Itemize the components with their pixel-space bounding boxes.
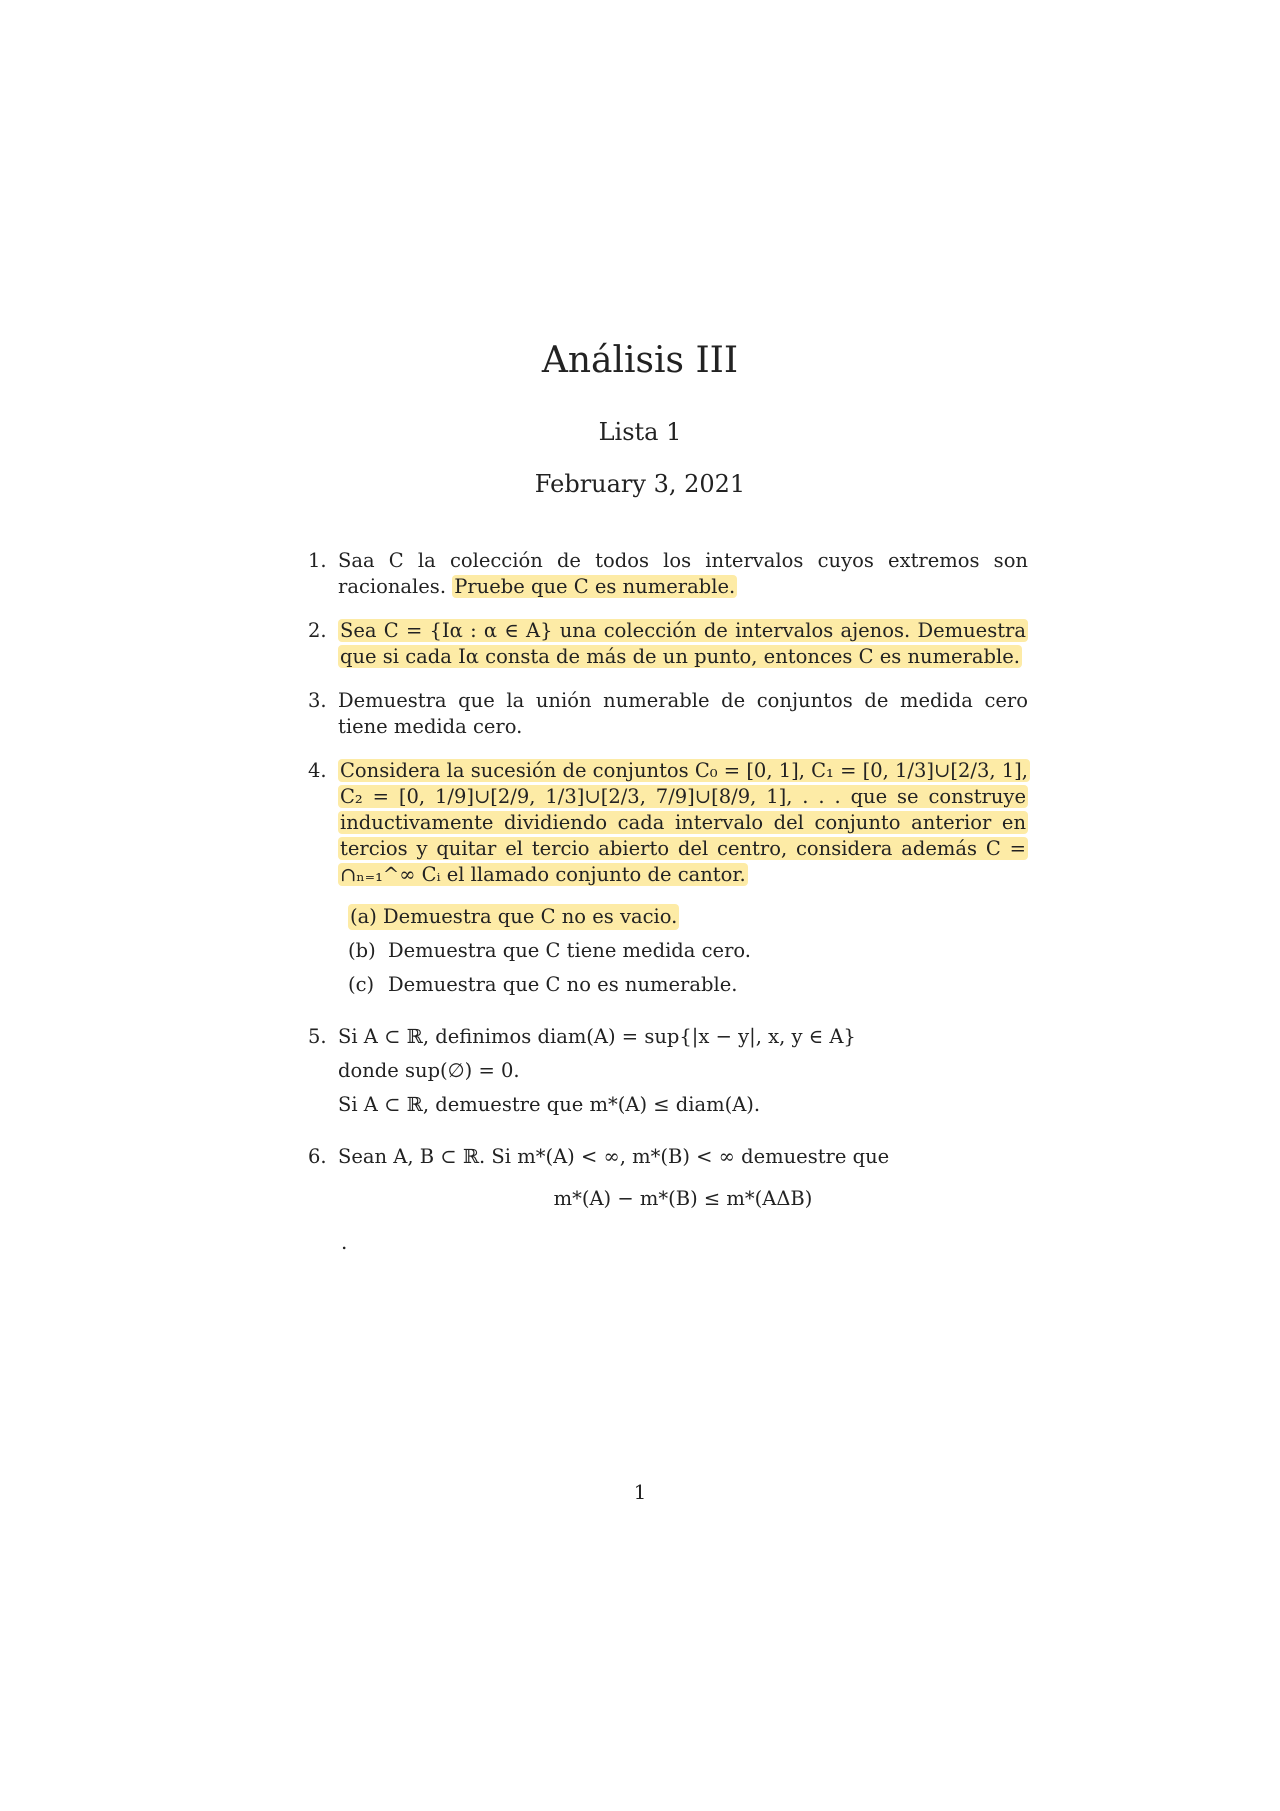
trailing-dot: .: [341, 1230, 348, 1254]
document-subtitle: Lista 1: [598, 418, 682, 446]
problem-body: [338, 1024, 1028, 1126]
problem-body: [338, 618, 1028, 670]
problem-6: [308, 1144, 1028, 1230]
problem-list: [308, 548, 1028, 1248]
problem-number: 5.: [308, 1025, 327, 1048]
problem-text: Demuestra que la unión numerable de conjuntos de medida cero tiene medida cero.: [338, 689, 1028, 738]
subitem-list: [348, 904, 1028, 998]
subitem-a: [348, 904, 1028, 930]
subitem-text: Demuestra que C no es numerable.: [388, 973, 738, 996]
highlighted-text: Considera la sucesión de conjuntos C₀ = [0, 1], C₁ = [0, 1/3]∪[2/3, 1], C₂ = [0, 1/9]∪[2/9, 1/3]∪[2/3, 7/9]∪[8/9, 1], . . . que se construye inductivamente dividiendo cada intervalo del conjunto anterior en tercios y quitar el tercio abierto del centro, considera además C = ∩ₙ₌₁^∞ Cᵢ el llamado conjunto de cantor.: [340, 759, 1028, 886]
display-equation: m*(A) − m*(B) ≤ m*(AΔB): [553, 1187, 813, 1210]
problem-number: 4.: [308, 759, 327, 782]
problem-body: [338, 758, 1028, 1006]
problem-2: [308, 618, 1028, 670]
subitem-c: [348, 972, 1028, 998]
subitem-a-highlight: [348, 904, 679, 930]
subitem-label: (c): [348, 973, 375, 996]
highlighted-text: Sea C = {Iα : α ∈ A} una colección de intervalos ajenos. Demuestra que si cada Iα consta de más de un punto, entonces C es numerable.: [340, 619, 1026, 668]
problem-body: [338, 548, 1028, 600]
problem-number: 1.: [308, 549, 327, 572]
problem-5: [308, 1024, 1028, 1126]
problem-text: Saa C la colección de todos los intervalos cuyos extremos son racionales.: [338, 549, 1028, 598]
document-title: Análisis III: [541, 340, 739, 381]
problem-4: [308, 758, 1028, 1006]
subitem-label: (a): [350, 905, 377, 928]
page-number: 1: [633, 1480, 647, 1504]
problem-1: [308, 548, 1028, 600]
problem-line: Si A ⊂ ℝ, demuestre que m*(A) ≤ diam(A).: [338, 1093, 761, 1116]
subitem-b: [348, 938, 1028, 964]
subitem-label: (b): [348, 939, 376, 962]
problem-line: Si A ⊂ ℝ, definimos diam(A) = sup{|x − y|, x, y ∈ A}: [338, 1025, 856, 1048]
subitem-text: Demuestra que C tiene medida cero.: [388, 939, 751, 962]
problem-number: 6.: [308, 1145, 327, 1168]
problem-line: donde sup(∅) = 0.: [338, 1059, 520, 1082]
problem-body: [338, 1144, 1028, 1230]
problem-3: [308, 688, 1028, 740]
problem-number: 2.: [308, 619, 327, 642]
problem-text: Sean A, B ⊂ ℝ. Si m*(A) < ∞, m*(B) < ∞ demuestre que: [338, 1145, 890, 1168]
highlighted-text: Pruebe que C es numerable.: [454, 575, 736, 598]
document-date: February 3, 2021: [534, 470, 746, 498]
subitem-text: Demuestra que C no es vacio.: [383, 905, 678, 928]
problem-number: 3.: [308, 689, 327, 712]
problem-body: [338, 688, 1028, 740]
